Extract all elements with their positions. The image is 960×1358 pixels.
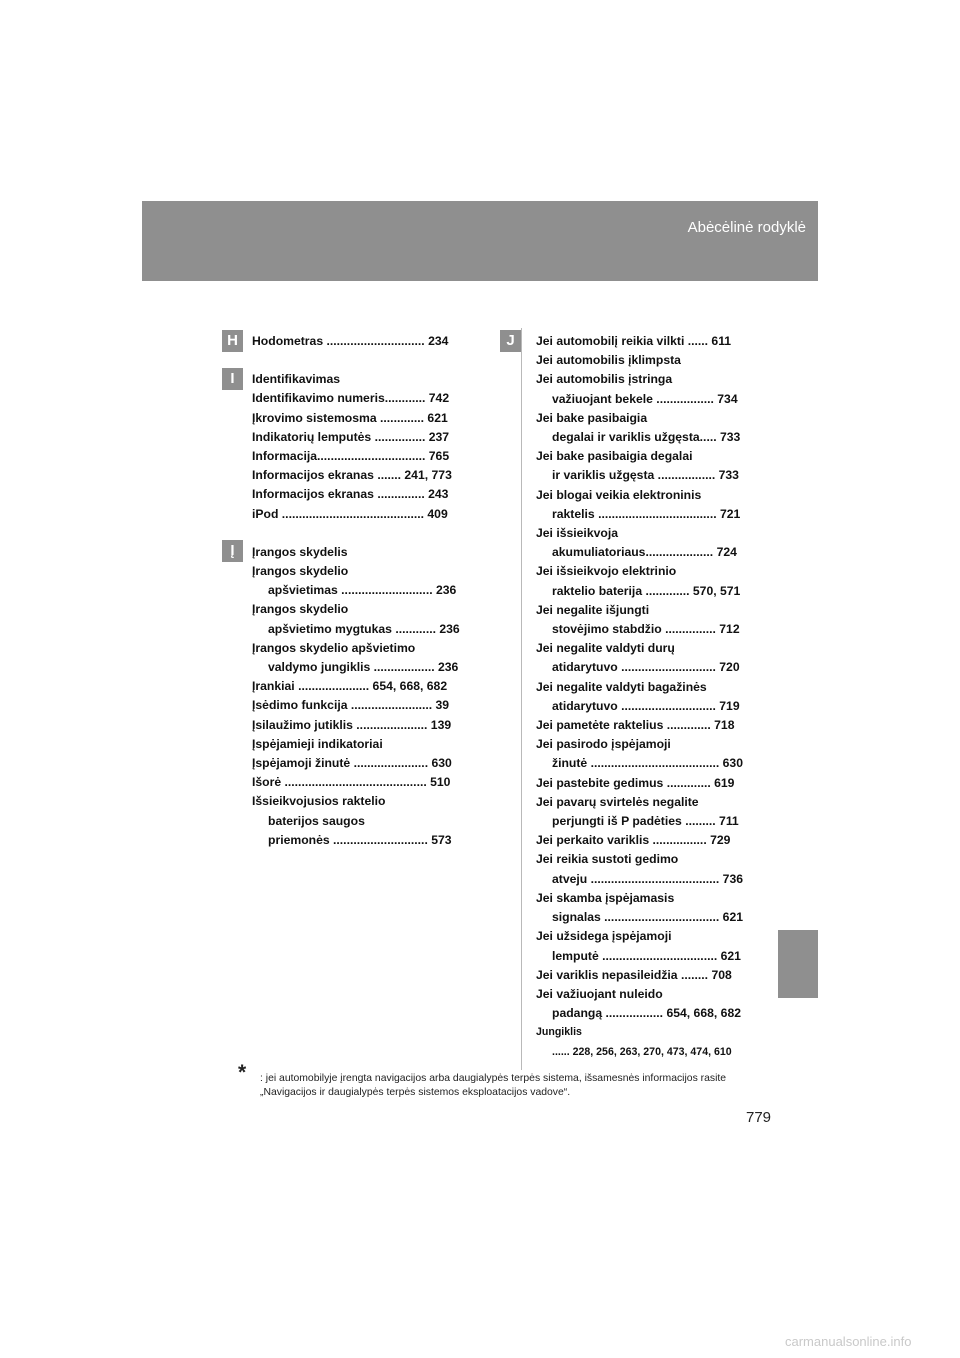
index-entry: žinutė ...................................... 630 (552, 756, 743, 771)
index-entry: Įrangos skydelio apšvietimo (252, 640, 416, 655)
footnote-text: : jei automobilyje įrengta navigacijos arba daugialypės terpės sistema, išsamesnės informacijos rasite „Navigacijos ir daugialypės terpės sistemos eksploatacijos vadove“. (260, 1073, 727, 1098)
index-entry: Išorė .......................................... 510 (252, 775, 451, 790)
index-entry: Jei negalite išjungti (536, 602, 650, 617)
letter-i-ogonek-marker: Į (222, 540, 243, 562)
index-entry: raktelio baterija ............. 570, 571 (552, 583, 741, 598)
index-entry: Įrangos skydelis (252, 544, 348, 559)
index-entry: Informacijos ekranas ....... 241, 773 (252, 468, 452, 483)
index-entry: atveju ...................................... 736 (552, 871, 744, 886)
index-entry: perjungti iš P padėties ......... 711 (552, 814, 739, 829)
index-entry: Jei perkaito variklis ................ 729 (536, 833, 731, 848)
index-entry: Jei važiuojant nuleido (536, 986, 663, 1001)
index-entry: Informacija................................ 765 (252, 449, 450, 464)
index-entry: ...... 228, 256, 263, 270, 473, 474, 610 (552, 1045, 732, 1058)
column-divider (521, 328, 522, 1070)
footnote-marker: * (238, 1061, 247, 1084)
index-entry: Jei bake pasibaigia degalai (536, 449, 693, 464)
index-entry: Įsilaužimo jutiklis ..................... 139 (252, 717, 452, 732)
index-entry: Jungiklis (536, 1026, 582, 1039)
index-entry: Informacijos ekranas .............. 243 (252, 487, 449, 502)
index-entry: Įrangos skydelio (252, 602, 349, 617)
watermark: carmanualsonline.info (785, 1334, 912, 1349)
letter-i-marker: I (222, 368, 243, 390)
section-title: Abėcėlinė rodyklė (687, 219, 806, 236)
header-band (142, 201, 818, 281)
footnote (238, 1061, 758, 1100)
index-entry: Jei reikia sustoti gedimo (536, 852, 679, 867)
index-entry: akumuliatoriaus.................... 724 (552, 545, 737, 560)
index-entry: Jei variklis nepasileidžia ........ 708 (536, 967, 732, 982)
index-entry: stovėjimo stabdžio ............... 712 (552, 622, 740, 637)
index-entry: lemputė .................................. 621 (552, 948, 741, 963)
index-entry: Jei negalite valdyti durų (536, 641, 675, 656)
index-entry: Jei automobilį reikia vilkti ...... 611 (536, 334, 732, 348)
index-column-left (252, 332, 472, 850)
index-entry: baterijos saugos (268, 813, 365, 828)
index-entry: Įkrovimo sistemosma ............. 621 (252, 410, 448, 425)
index-entry: Įrankiai ..................... 654, 668, 682 (252, 679, 448, 694)
index-entry: signalas .................................. 621 (552, 910, 744, 925)
letter-h-marker: H (222, 330, 243, 352)
index-entry: Įsėdimo funkcija ........................ 39 (252, 698, 450, 713)
side-tab (778, 930, 818, 998)
index-entry: Išsieikvojusios raktelio (252, 794, 386, 809)
page-number: 779 (746, 1109, 772, 1126)
index-entry: Jei automobilis įstringa (536, 372, 673, 387)
index-entry: ir variklis užgęsta ................. 733 (552, 468, 739, 483)
index-entry: Jei pastebite gedimus ............. 619 (536, 775, 735, 790)
index-entry: Įspėjamieji indikatoriai (252, 736, 383, 751)
index-entry: Jei bake pasibaigia (536, 410, 648, 425)
index-entry: Jei pavarų svirtelės negalite (536, 794, 699, 809)
index-entry: Jei skamba įspėjamasis (536, 890, 675, 905)
index-entry: padangą ................. 654, 668, 682 (552, 1006, 741, 1021)
index-entry: atidarytuvo ............................ 720 (552, 660, 740, 675)
index-entry: Hodometras ............................. 234 (252, 334, 449, 348)
index-entry: Įspėjamoji žinutė ...................... 630 (252, 756, 452, 771)
index-column-right (536, 332, 750, 1062)
index-entry: raktelis ................................... 721 (552, 506, 741, 521)
index-entry: valdymo jungiklis .................. 236 (268, 660, 459, 675)
index-entry: priemonės ............................ 573 (268, 832, 452, 847)
index-entry: Jei pametėte raktelius ............. 718 (536, 718, 735, 733)
index-entry: Identifikavimo numeris............ 742 (252, 391, 450, 406)
index-entry: važiuojant bekele ................. 734 (552, 391, 738, 406)
index-entry: apšvietimo mygtukas ............ 236 (268, 621, 460, 636)
index-entry: Jei išsieikvoja (536, 526, 618, 541)
index-entry: atidarytuvo ............................ 719 (552, 698, 740, 713)
index-entry: Jei užsidega įspėjamoji (536, 929, 672, 944)
index-entry: apšvietimas ........................... 236 (268, 583, 457, 598)
index-entry: Indikatorių lemputės ............... 237 (252, 429, 450, 444)
index-entry: Įrangos skydelio (252, 564, 349, 579)
index-entry: degalai ir variklis užgęsta..... 733 (552, 430, 741, 445)
index-entry: Jei išsieikvojo elektrinio (536, 564, 677, 579)
index-entry: Jei automobilis įklimpsta (536, 353, 681, 368)
letter-j-marker: J (500, 330, 521, 352)
index-entry: Identifikavimas (252, 372, 341, 387)
index-entry: Jei blogai veikia elektroninis (536, 487, 702, 502)
index-entry: iPod .......................................... 409 (252, 506, 448, 521)
index-entry: Jei negalite valdyti bagažinės (536, 679, 707, 694)
index-entry: Jei pasirodo įspėjamoji (536, 737, 671, 752)
